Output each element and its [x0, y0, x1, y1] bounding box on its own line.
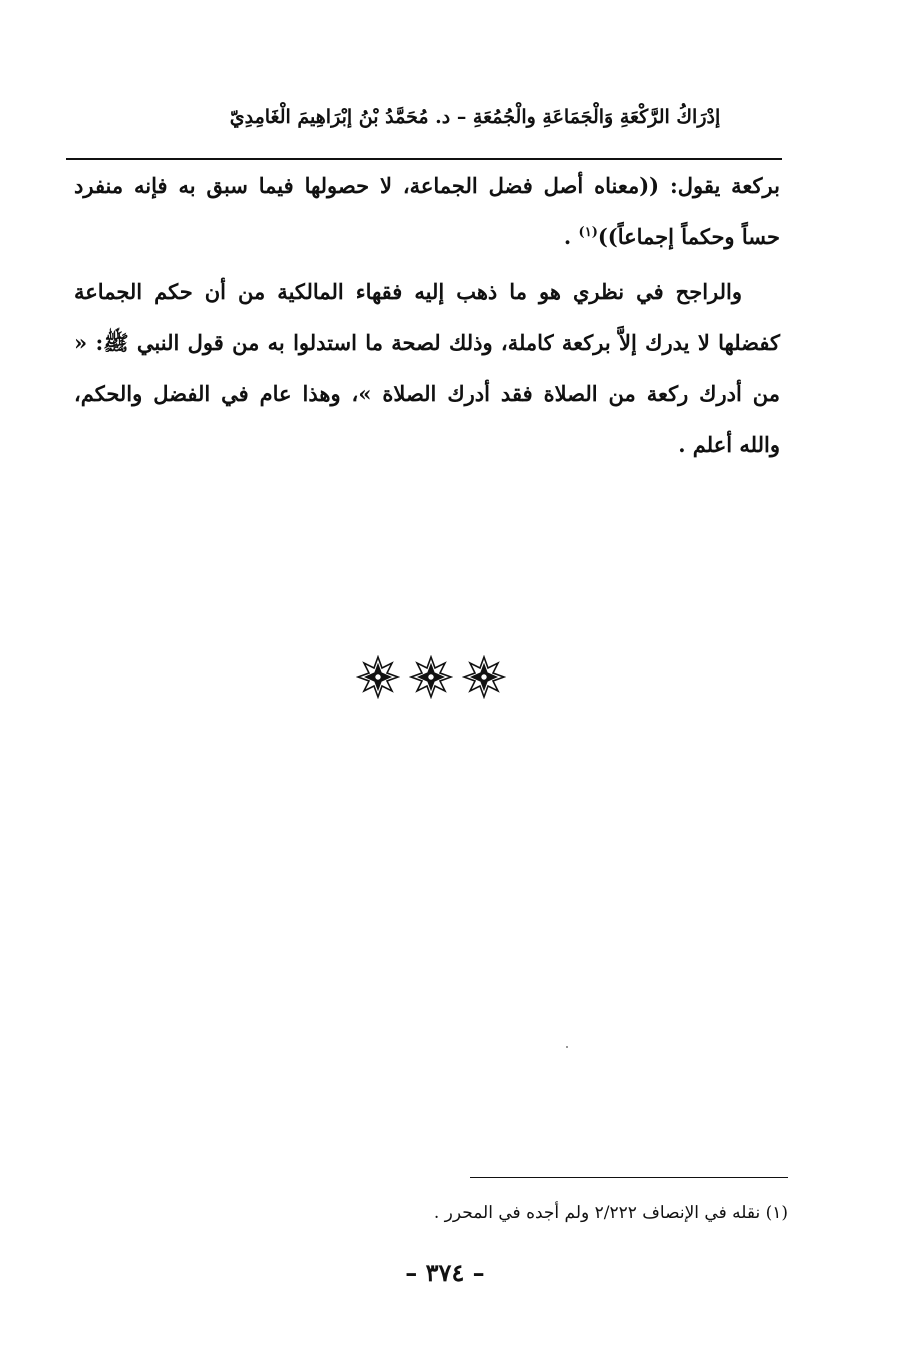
paragraph-1-text: بركعة يقول: ((معناه أصل فضل الجماعة، لا حصولها فيما سبق به فإنه منفرد حساً وحكماً إجماعاً))	[74, 173, 780, 249]
page-number: – ٣٧٤ –	[405, 1258, 485, 1287]
running-header: إدْرَاكُ الرَّكْعَةِ وَالْجَمَاعَةِ والْجُمُعَةِ – د. مُحَمَّدُ بْنُ إبْرَاهِيمَ الْغَامِدِيّ	[229, 106, 721, 128]
main-text	[74, 160, 780, 470]
paragraph-1-end: .	[563, 224, 579, 249]
footnote: (١) نقله في الإنصاف ٢/٢٢٢ ولم أجده في المحرر .	[433, 1203, 788, 1223]
star-flower-icon	[356, 655, 400, 699]
star-flower-icon	[409, 655, 453, 699]
footnote-rule	[470, 1177, 788, 1178]
scan-speck	[566, 1046, 568, 1048]
paragraph-1	[74, 160, 780, 262]
footnote-reference: (١)	[578, 225, 598, 240]
paragraph-2: والراجح في نظري هو ما ذهب إليه فقهاء المالكية من أن حكم الجماعة كفضلها لا يدرك إلاَّ بركعة كاملة، وذلك لصحة ما استدلوا به من قول النبي ﷺ: « من أدرك ركعة من الصلاة فقد أدرك الصلاة »، وهذا عام في الفضل والحكم، والله أعلم .	[74, 279, 780, 457]
section-ornament	[356, 654, 506, 700]
star-flower-icon	[462, 655, 506, 699]
